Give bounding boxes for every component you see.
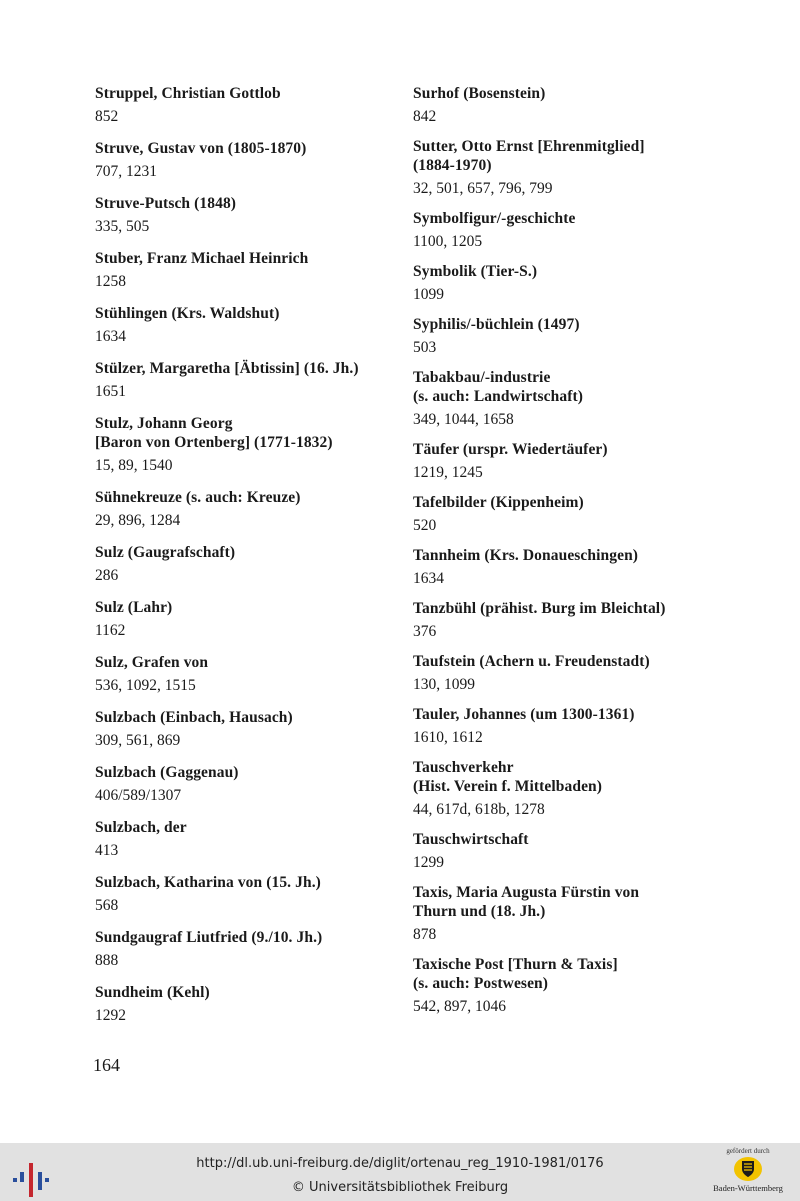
index-entry [413,137,713,198]
page-references: 1299 [413,854,444,871]
baden-wuerttemberg-crest-icon [733,1156,763,1182]
index-entry [95,818,395,860]
index-term: (Hist. Verein f. Mittelbaden) [413,778,603,795]
page-references: 520 [413,517,437,534]
index-term: Sulz (Lahr) [95,599,173,616]
page-references: 29, 896, 1284 [95,512,181,529]
index-term: Taxis, Maria Augusta Fürstin von [413,884,640,901]
index-entry [413,599,713,641]
document-url[interactable]: http://dl.ub.uni-freiburg.de/diglit/ortenau_reg_1910-1981/0176 [196,1156,604,1171]
page-references: 888 [95,952,119,969]
page-references: 1634 [413,570,444,587]
index-column-right [413,84,713,1016]
index-term: Taxische Post [Thurn & Taxis] [413,956,618,973]
page-references: 1100, 1205 [413,233,483,250]
index-entry [95,304,395,346]
page-references: 842 [413,108,437,125]
index-entry [95,653,395,695]
index-term: (s. auch: Landwirtschaft) [413,388,583,405]
index-term: Struve-Putsch (1848) [95,195,237,212]
sponsor-badge [710,1147,786,1193]
page-references: 349, 1044, 1658 [413,411,514,428]
page-number: 164 [93,1055,120,1075]
index-term: Täufer (urspr. Wiedertäufer) [413,441,608,458]
index-entry [95,598,395,640]
index-term: Struppel, Christian Gottlob [95,85,281,102]
page-references: 1634 [95,328,126,345]
index-entry [95,194,395,236]
index-entry [413,84,713,126]
viewer-footer [0,1143,800,1201]
index-entry [413,368,713,429]
index-term: Surhof (Bosenstein) [413,85,546,102]
index-term: Sulz, Grafen von [95,654,209,671]
index-term: Tauler, Johannes (um 1300-1361) [413,706,635,723]
page-references: 406/589/1307 [95,787,182,804]
index-term: Tannheim (Krs. Donaueschingen) [413,547,639,564]
index-entry [95,139,395,181]
index-term: Thurn und (18. Jh.) [413,903,546,920]
index-term: Stulz, Johann Georg [95,415,233,432]
page-references: 1292 [95,1007,126,1024]
index-term: Tanzbühl (prähist. Burg im Bleichtal) [413,600,666,617]
page-references: 536, 1092, 1515 [95,677,196,694]
index-entry [413,883,713,944]
index-entry [95,763,395,805]
index-term: Symbolik (Tier-S.) [413,263,538,280]
index-term: Taufstein (Achern u. Freudenstadt) [413,653,650,670]
index-entry [95,928,395,970]
page-references: 878 [413,926,437,943]
index-entry [413,493,713,535]
page-references: 15, 89, 1540 [95,457,173,474]
index-entry [413,262,713,304]
index-entry [95,708,395,750]
index-term: Sundheim (Kehl) [95,984,210,1001]
index-entry [413,209,713,251]
page-references: 1219, 1245 [413,464,483,481]
index-term: (s. auch: Postwesen) [413,975,549,992]
index-term: Tauschverkehr [413,759,514,776]
page-references: 44, 617d, 618b, 1278 [413,801,545,818]
page-references: 32, 501, 657, 796, 799 [413,180,553,197]
index-term: [Baron von Ortenberg] (1771-1832) [95,434,333,451]
index-entry [413,705,713,747]
index-term: Syphilis/-büchlein (1497) [413,316,580,333]
page-references: 309, 561, 869 [95,732,181,749]
page-references: 286 [95,567,119,584]
page-references: 335, 505 [95,218,150,235]
sponsor-name: Baden-Württemberg [713,1183,783,1193]
page-references: 130, 1099 [413,676,475,693]
page-references: 707, 1231 [95,163,157,180]
index-entry [95,414,395,475]
page-references: 1610, 1612 [413,729,483,746]
index-entry [413,652,713,694]
index-term: Struve, Gustav von (1805-1870) [95,140,307,157]
page-references: 1099 [413,286,444,303]
page-references: 413 [95,842,119,859]
index-term: Tafelbilder (Kippenheim) [413,494,584,511]
index-entry [95,488,395,530]
index-entry [413,758,713,819]
index-term: (1884-1970) [413,157,492,174]
page-references: 503 [413,339,437,356]
index-term: Symbolfigur/-geschichte [413,210,576,227]
index-entry [413,830,713,872]
index-entry [413,315,713,357]
index-term: Stuber, Franz Michael Heinrich [95,250,309,267]
index-entry [413,546,713,588]
index-term: Sulzbach, Katharina von (15. Jh.) [95,874,321,891]
index-term: Tauschwirtschaft [413,831,529,848]
sponsor-label: gefördert durch [726,1147,770,1155]
index-term: Sulz (Gaugrafschaft) [95,544,236,561]
index-term: Tabakbau/-industrie [413,369,551,386]
index-entry [95,84,395,126]
page-references: 568 [95,897,119,914]
page-references: 542, 897, 1046 [413,998,506,1015]
index-term: Sutter, Otto Ernst [Ehrenmitglied] [413,138,645,155]
index-term: Sulzbach (Gaggenau) [95,764,239,781]
index-term: Sundgaugraf Liutfried (9./10. Jh.) [95,929,323,946]
index-entry [413,440,713,482]
index-entry [413,955,713,1016]
index-entry [95,983,395,1025]
index-entry [95,359,395,401]
page-references: 852 [95,108,119,125]
page-references: 1258 [95,273,126,290]
index-entry [95,873,395,915]
page-references: 1651 [95,383,126,400]
index-term: Sühnekreuze (s. auch: Kreuze) [95,489,301,506]
index-term: Stühlingen (Krs. Waldshut) [95,305,280,322]
page-references: 376 [413,623,437,640]
index-term: Sulzbach, der [95,819,187,836]
index-entry [95,543,395,585]
index-term: Sulzbach (Einbach, Hausach) [95,709,293,726]
copyright-notice: © Universitätsbibliothek Freiburg [291,1180,509,1195]
index-entry [95,249,395,291]
page-references: 1162 [95,622,126,639]
index-column-left [95,84,395,1025]
index-term: Stülzer, Margaretha [Äbtissin] (16. Jh.) [95,360,359,377]
